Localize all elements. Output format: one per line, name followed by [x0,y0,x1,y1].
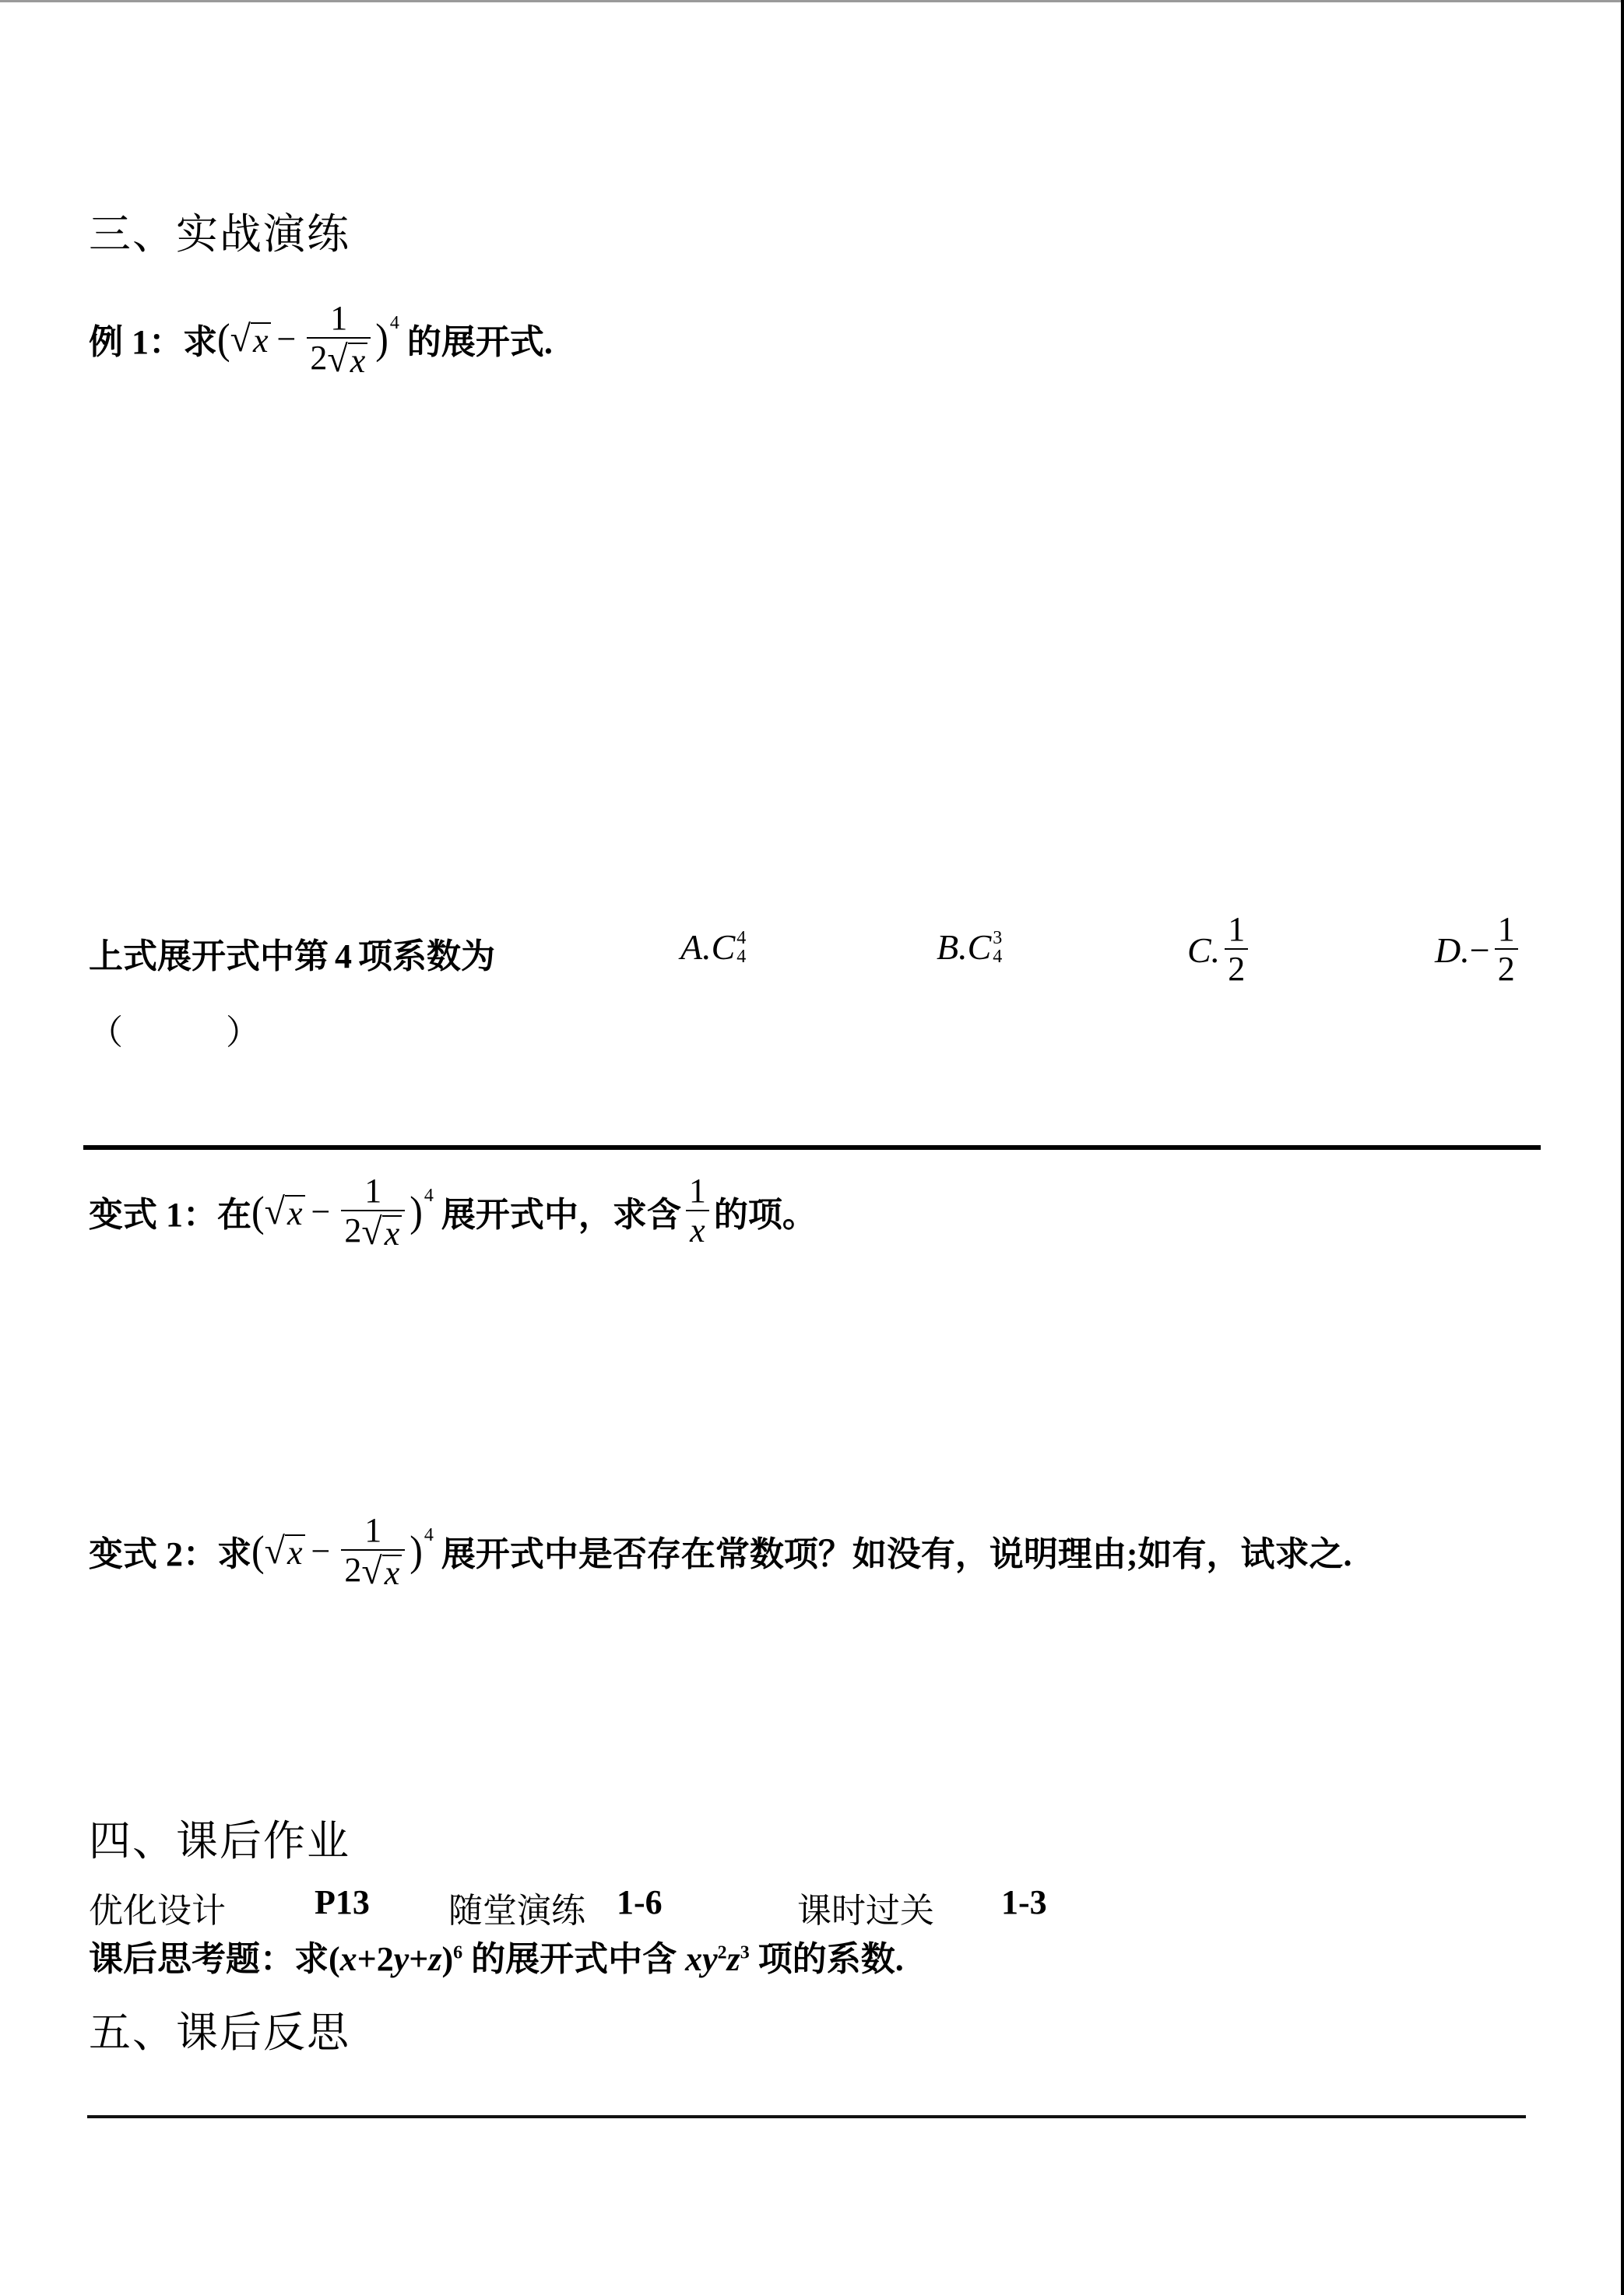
example-1 [89,300,553,378]
answer-blank[interactable]: （ ） [89,1014,260,1052]
page-top-border [0,0,1624,2]
example-1-label: 例 1： [89,323,183,362]
question-text: 上式展开式中第 4 项系数为 [89,937,495,975]
reflection-line [87,2115,1526,2118]
option-d[interactable]: D. − $\frac{1}{2}$ [1435,911,1523,989]
variant-1-label: 变式 1： [89,1196,217,1235]
option-b[interactable]: B. C 3 4 [937,927,1003,967]
sqrt-x: √ x [230,319,271,358]
section-4-heading: 四、课后作业 [89,1818,350,1864]
variant-2: 变式 2： 求 ( √ x − 1 2 √ x ) 4 展开式中是否存在常数项？如没有，说明理由;如有，试求之. [89,1511,1352,1592]
example-1-suffix: 的展开式. [406,323,553,362]
homework-line: 优化设计 P13 随堂演练 1-6 课时过关 1-3 [89,1883,1047,1930]
section-divider [83,1145,1541,1150]
fraction: 1 2 √ x [307,300,371,378]
section-5-heading: 五、课后反思 [89,2009,350,2056]
think-question: 课后思考题：求$(x+2y+z)^6$ 的展开式中含 $xy^2z^3$ 项的系数. [89,1940,904,1978]
variant-1: 变式 1： 在 ( √ x − 1 2 √ x ) 4 展开式中，求含 $\frac{1}{x}$ 的项。 [89,1172,817,1253]
example-1-prefix: 求 [183,323,217,362]
page-right-border [1621,0,1624,2295]
option-c[interactable]: C. $\frac{1}{2}$ [1187,911,1253,989]
binomial-expression: ( √ x − 1 2 √ x ) 4 [251,1511,434,1592]
option-a[interactable]: A. C 4 4 [680,927,747,967]
binomial-expression: ( √ x − 1 2 √ x ) 4 [251,1172,434,1253]
variant-2-label: 变式 2： [89,1535,217,1574]
section-3-heading: 三、实战演练 [89,211,350,258]
binomial-expression: ( √ x − 1 2 √ x ) 4 [217,299,399,380]
